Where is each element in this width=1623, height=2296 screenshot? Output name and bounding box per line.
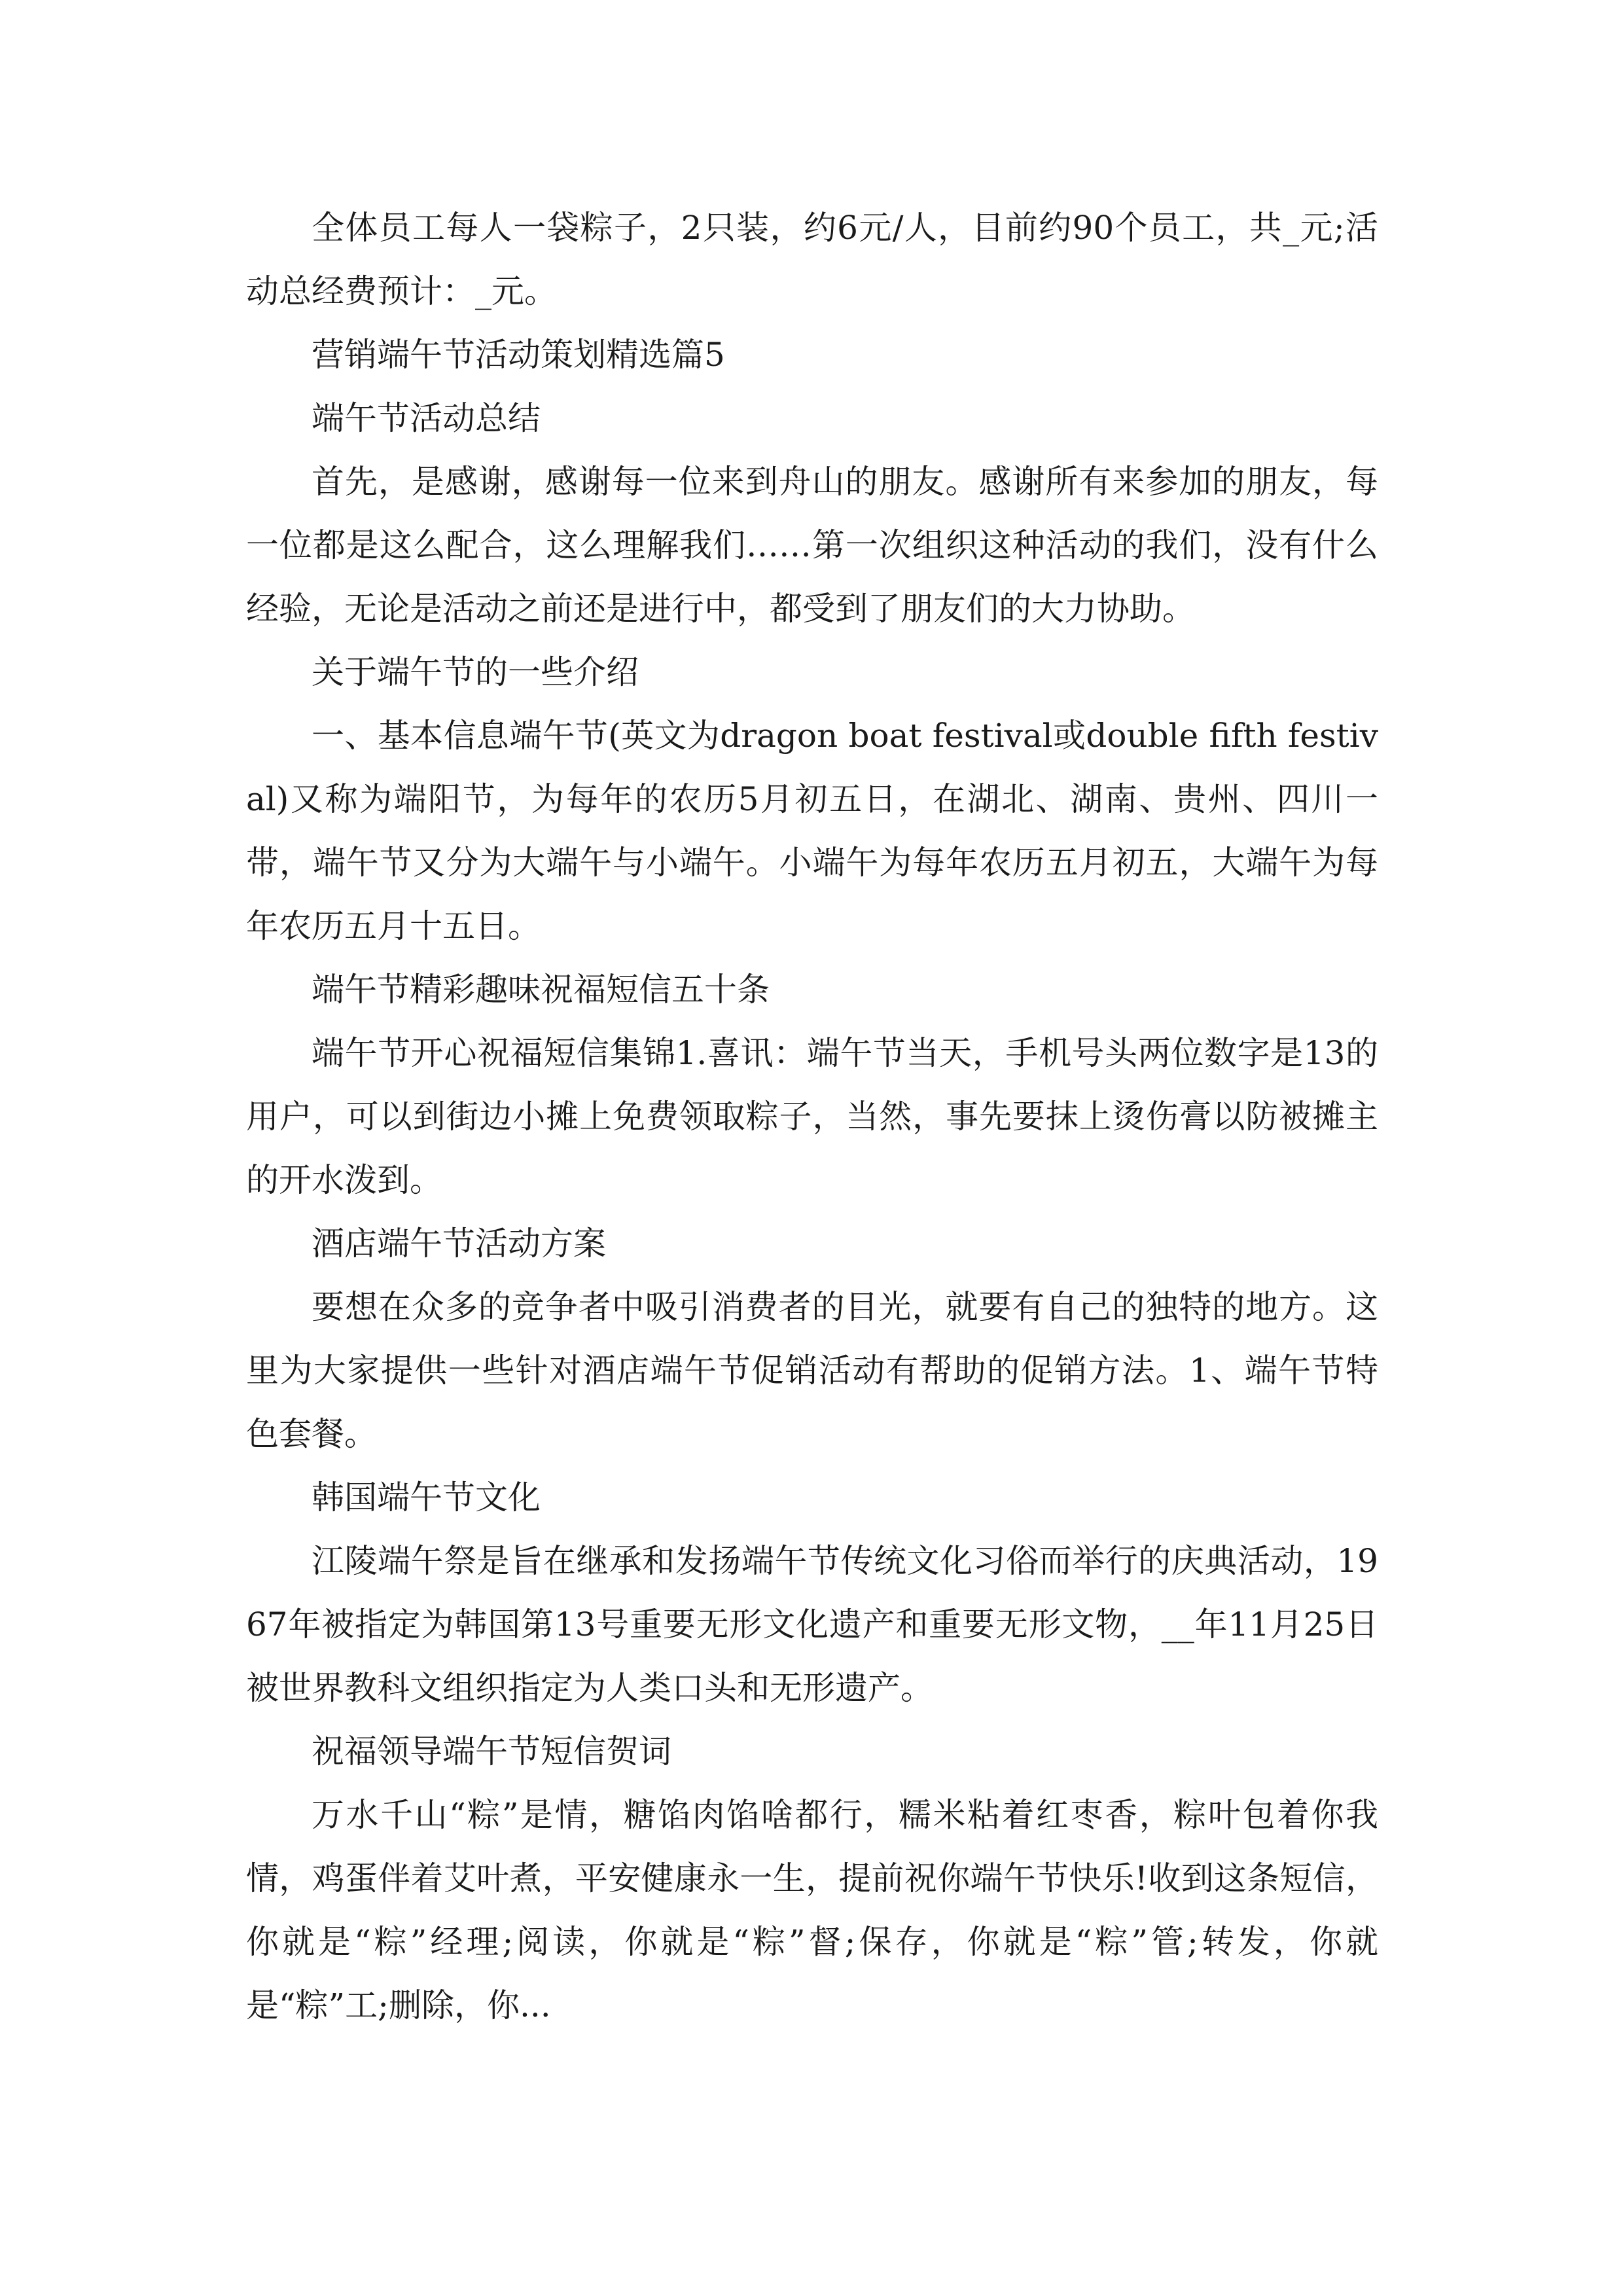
heading-activity-summary: 端午节活动总结: [312, 399, 541, 437]
heading-hotel-plan: 酒店端午节活动方案: [312, 1225, 606, 1263]
heading-marketing-plan: 营销端午节活动策划精选篇5: [312, 336, 725, 374]
paragraph-gangneung: 江陵端午祭是旨在继承和发扬端午节传统文化习俗而举行的庆典活动，1967年被指定为韩国第13号重要无形文化遗产和重要无形文物，__年11月25日被世界教科文组织指定为人类口头和无形遗产。: [246, 1542, 1378, 1707]
heading-leader-wishes: 祝福领导端午节短信贺词: [312, 1732, 671, 1770]
paragraph-budget: 全体员工每人一袋粽子，2只装，约6元/人，目前约90个员工，共_元;活动总经费预计：_元。: [246, 209, 1378, 310]
heading-sms-wishes: 端午节精彩趣味祝福短信五十条: [312, 971, 770, 1009]
paragraph-hotel-promotion: 要想在众多的竞争者中吸引消费者的目光，就要有自己的独特的地方。这里为大家提供一些针对酒店端午节促销活动有帮助的促销方法。1、端午节特色套餐。: [246, 1288, 1378, 1453]
paragraph-basic-info: 一、基本信息端午节(英文为dragon boat festival或double fifth festival)又称为端阳节，为每年的农历5月初五日，在湖北、湖南、贵州、四川一带，端午节又分为大端午与小端午。小端午为每年农历五月初五，大端午为每年农历五月十五日。: [246, 717, 1378, 945]
document-body: [246, 196, 1378, 2037]
heading-korea-culture: 韩国端午节文化: [312, 1479, 541, 1516]
paragraph-sms-collection: 端午节开心祝福短信集锦1.喜讯：端午节当天，手机号头两位数字是13的用户，可以到街边小摊上免费领取粽子，当然，事先要抹上烫伤膏以防被摊主的开水泼到。: [246, 1034, 1378, 1199]
paragraph-zongzi-wishes: 万水千山“粽”是情，糖馅肉馅啥都行，糯米粘着红枣香，粽叶包着你我情，鸡蛋伴着艾叶煮，平安健康永一生，提前祝你端午节快乐!收到这条短信，你就是“粽”经理;阅读，你就是“粽”督;保存，你就是“粽”管;转发，你就是“粽”工;删除，你...: [246, 1796, 1378, 2024]
paragraph-thanks: 首先，是感谢，感谢每一位来到舟山的朋友。感谢所有来参加的朋友，每一位都是这么配合，这么理解我们……第一次组织这种活动的我们，没有什么经验，无论是活动之前还是进行中，都受到了朋友们的大力协助。: [246, 463, 1378, 628]
heading-introduction: 关于端午节的一些介绍: [312, 653, 639, 691]
